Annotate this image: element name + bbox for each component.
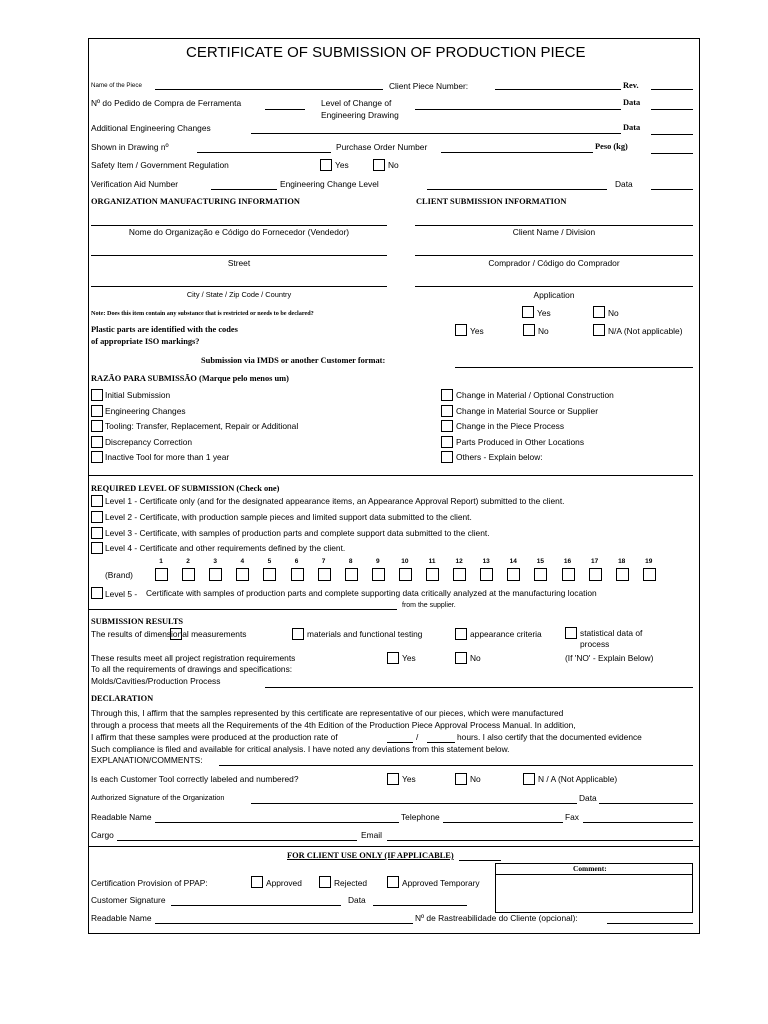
safety-item-label: Safety Item / Government Regulation: [91, 160, 229, 170]
safety-no-label: No: [388, 160, 399, 170]
brand-checkbox-5[interactable]: [263, 568, 276, 581]
plastic-label-1: Plastic parts are identified with the codes: [91, 325, 238, 334]
level-4-checkbox[interactable]: [91, 542, 103, 554]
org-street-label: Street: [227, 258, 251, 268]
tool-na-checkbox[interactable]: [523, 773, 535, 785]
reason-source-checkbox[interactable]: [441, 405, 453, 417]
brand-checkbox-19[interactable]: [643, 568, 656, 581]
customer-data-field[interactable]: [373, 905, 467, 906]
data-field-1[interactable]: [651, 109, 693, 110]
brand-number-5: 5: [267, 558, 272, 565]
name-of-piece-field[interactable]: [155, 89, 383, 90]
results-no-checkbox[interactable]: [455, 652, 467, 664]
client-name-field[interactable]: [415, 225, 693, 226]
client-piece-number-label: Client Piece Number:: [389, 81, 469, 91]
level-5-checkbox[interactable]: [91, 587, 103, 599]
telephone-field[interactable]: [443, 822, 563, 823]
cargo-label: Cargo: [91, 830, 114, 840]
brand-number-13: 13: [482, 558, 490, 565]
brand-checkbox-10[interactable]: [399, 568, 412, 581]
reason-process-checkbox[interactable]: [441, 420, 453, 432]
brand-checkbox-6[interactable]: [291, 568, 304, 581]
declaration-line-3b: hours. I also certify that the documented evidence: [457, 732, 642, 742]
tool-no-checkbox[interactable]: [455, 773, 467, 785]
client-buyer-field[interactable]: [415, 255, 693, 256]
production-hours-field[interactable]: [427, 742, 455, 743]
client-use-divider: [89, 846, 699, 847]
level-2-label: Level 2 - Certificate, with production sample pieces and limited support data submitted to the client.: [105, 512, 472, 522]
ppap-certificate-form: [88, 38, 700, 934]
reason-process-label: Change in the Piece Process: [456, 421, 565, 431]
level-heading: REQUIRED LEVEL OF SUBMISSION (Check one): [91, 484, 280, 493]
org-readable-label: Readable Name: [91, 812, 152, 822]
data-label-2: Data: [623, 123, 641, 132]
tool-yes-checkbox[interactable]: [387, 773, 399, 785]
level-1-checkbox[interactable]: [91, 495, 103, 507]
form-title: CERTIFICATE OF SUBMISSION OF PRODUCTION PIECE: [186, 44, 586, 61]
reason-explain-field[interactable]: [89, 475, 693, 476]
reason-eng-changes-label: Engineering Changes: [105, 406, 186, 416]
level-3-label: Level 3 - Certificate, with samples of production parts and complete support data submitted to the client.: [105, 528, 490, 538]
plastic-na-label: N/A (Not applicable): [608, 326, 683, 336]
brand-number-9: 9: [375, 558, 380, 565]
reason-locations-label: Parts Produced in Other Locations: [456, 437, 585, 447]
results-materials-checkbox[interactable]: [292, 628, 304, 640]
client-name-label: Client Name / Division: [512, 227, 596, 237]
traceability-label: Nº de Rastreabilidade do Cliente (opcional):: [415, 913, 578, 923]
declaration-line-3a: I affirm that these samples were produced at the production rate of: [91, 732, 338, 742]
plastic-no-label: No: [538, 326, 549, 336]
brand-checkbox-1[interactable]: [155, 568, 168, 581]
name-of-piece-label: Name of the Piece: [91, 82, 142, 89]
declaration-line-4: Such compliance is filed and available for critical analysis. I have noted any deviations from this statement below.: [91, 744, 510, 754]
level-change-label-2: Engineering Drawing: [321, 110, 399, 120]
explanation-field[interactable]: [219, 765, 693, 766]
declaration-heading: DECLARATION: [91, 694, 154, 703]
imds-label: Submission via IMDS or another Customer format:: [201, 356, 386, 365]
reason-inactive-checkbox[interactable]: [91, 451, 103, 463]
eng-change-level-field[interactable]: [427, 189, 607, 190]
org-city-label: City / State / Zip Code / Country: [186, 290, 292, 299]
substance-yes-label: Yes: [537, 308, 551, 318]
level-1-label: Level 1 - Certificate only (and for the designated appearance items, an Appearance Approval Report) submitted to the client.: [105, 496, 565, 506]
telephone-label: Telephone: [401, 812, 440, 822]
brand-checkbox-14[interactable]: [507, 568, 520, 581]
brand-number-10: 10: [401, 558, 409, 565]
level-2-checkbox[interactable]: [91, 511, 103, 523]
brand-checkbox-13[interactable]: [480, 568, 493, 581]
brand-number-18: 18: [618, 558, 626, 565]
verification-aid-field[interactable]: [211, 189, 277, 190]
org-name-field[interactable]: [91, 225, 387, 226]
customer-signature-label: Customer Signature: [91, 895, 166, 905]
brand-checkbox-2[interactable]: [182, 568, 195, 581]
results-statistical-label-2: process: [580, 639, 610, 649]
results-yes-checkbox[interactable]: [387, 652, 399, 664]
reason-discrepancy-label: Discrepancy Correction: [105, 437, 193, 447]
brand-checkbox-17[interactable]: [589, 568, 602, 581]
brand-checkbox-7[interactable]: [318, 568, 331, 581]
results-explain-label: (If 'NO' - Explain Below): [565, 653, 654, 663]
reason-initial-label: Initial Submission: [105, 390, 171, 400]
reason-material-label: Change in Material / Optional Construction: [456, 390, 614, 400]
customer-data-label: Data: [348, 895, 366, 905]
customer-readable-field[interactable]: [155, 923, 413, 924]
results-statistical-label-1: statistical data of: [580, 628, 643, 638]
level-5-label: Level 5 -: [105, 589, 138, 599]
reason-tooling-checkbox[interactable]: [91, 420, 103, 432]
results-yes-label: Yes: [402, 653, 416, 663]
level-change-label-1: Level of Change of: [321, 98, 392, 108]
traceability-field[interactable]: [607, 923, 693, 924]
org-signature-data-field[interactable]: [599, 803, 693, 804]
client-use-heading-rule: [459, 860, 501, 861]
shown-in-drawing-field[interactable]: [197, 152, 331, 153]
comment-label: Comment:: [573, 864, 607, 873]
level-5-field[interactable]: [89, 609, 397, 610]
org-name-label: Nome do Organização e Código do Fornecedor (Vendedor): [128, 227, 350, 237]
plastic-na-checkbox[interactable]: [593, 324, 605, 336]
reason-eng-changes-checkbox[interactable]: [91, 405, 103, 417]
results-heading: SUBMISSION RESULTS: [91, 617, 184, 626]
tool-po-label: Nº do Pedido de Compra de Ferramenta: [91, 98, 242, 108]
brand-checkbox-3[interactable]: [209, 568, 222, 581]
brand-number-17: 17: [590, 558, 599, 565]
brand-checkbox-4[interactable]: [236, 568, 249, 581]
org-heading: ORGANIZATION MANUFACTURING INFORMATION: [91, 197, 300, 206]
plastic-label-2: of appropriate ISO markings?: [91, 337, 200, 346]
molds-field[interactable]: [265, 687, 693, 688]
level-4-label: Level 4 - Certificate and other requirements defined by the client.: [105, 543, 346, 553]
safety-yes-checkbox[interactable]: [320, 159, 332, 171]
email-field[interactable]: [387, 840, 693, 841]
tool-po-field[interactable]: [265, 109, 305, 110]
client-application-label: Application: [533, 290, 575, 300]
substance-no-checkbox[interactable]: [593, 306, 605, 318]
client-use-heading: FOR CLIENT USE ONLY (IF APPLICABLE): [287, 851, 454, 860]
brand-number-19: 19: [645, 558, 653, 565]
customer-signature-field[interactable]: [171, 905, 341, 906]
tool-yes-label: Yes: [402, 774, 416, 784]
results-meet-label-1: These results meet all project registration requirements: [91, 653, 296, 663]
plastic-yes-checkbox[interactable]: [455, 324, 467, 336]
comment-header-rule: [496, 874, 692, 875]
shown-in-drawing-label: Shown in Drawing nº: [91, 142, 169, 152]
rejected-label: Rejected: [334, 878, 368, 888]
tool-labeled-label: Is each Customer Tool correctly labeled and numbered?: [91, 774, 299, 784]
cargo-field[interactable]: [117, 840, 357, 841]
data-label-1: Data: [623, 98, 641, 107]
results-no-label: No: [470, 653, 481, 663]
declaration-slash: /: [416, 732, 419, 742]
brand-number-11: 11: [428, 558, 436, 565]
approved-temporary-checkbox[interactable]: [387, 876, 399, 888]
client-heading: CLIENT SUBMISSION INFORMATION: [416, 197, 567, 206]
brand-number-14: 14: [509, 558, 517, 565]
brand-number-8: 8: [348, 558, 353, 565]
results-appearance-label: appearance criteria: [470, 629, 542, 639]
tool-no-label: No: [470, 774, 481, 784]
brand-number-6: 6: [294, 558, 299, 565]
results-dimensional-label: The results of dimensional measurements: [91, 629, 247, 639]
reason-tooling-label: Tooling: Transfer, Replacement, Repair or Additional: [105, 421, 299, 431]
purchase-order-label: Purchase Order Number: [336, 142, 428, 152]
brand-number-7: 7: [321, 558, 326, 565]
reason-source-label: Change in Material Source or Supplier: [456, 406, 598, 416]
safety-no-checkbox[interactable]: [373, 159, 385, 171]
client-application-field[interactable]: [415, 286, 693, 287]
additional-changes-label: Additional Engineering Changes: [91, 123, 211, 133]
brand-label: (Brand): [105, 570, 133, 580]
substance-note: Note: Does this item contain any substance that is restricted or needs to be declared?: [91, 310, 314, 317]
rev-field[interactable]: [651, 89, 693, 90]
org-readable-field[interactable]: [155, 822, 399, 823]
peso-label: Peso (kg): [595, 142, 628, 151]
explanation-label: EXPLANATION/COMMENTS:: [91, 755, 203, 765]
org-signature-data-label: Data: [579, 793, 597, 803]
fax-label: Fax: [565, 812, 579, 822]
org-signature-field[interactable]: [251, 803, 577, 804]
brand-number-12: 12: [455, 558, 463, 565]
results-statistical-checkbox[interactable]: [565, 627, 577, 639]
imds-field[interactable]: [455, 367, 693, 368]
level-5-supplier: from the supplier.: [402, 602, 456, 609]
safety-yes-label: Yes: [335, 160, 349, 170]
results-dimensional-checkbox[interactable]: [170, 628, 182, 640]
peso-field[interactable]: [651, 153, 693, 154]
level-change-field[interactable]: [415, 109, 621, 110]
brand-checkbox-18[interactable]: [616, 568, 629, 581]
approved-temporary-label: Approved Temporary: [402, 878, 480, 888]
brand-checkbox-16[interactable]: [562, 568, 575, 581]
brand-checkbox-15[interactable]: [534, 568, 547, 581]
brand-checkbox-9[interactable]: [372, 568, 385, 581]
brand-checkbox-8[interactable]: [345, 568, 358, 581]
client-buyer-label: Comprador / Código do Comprador: [488, 258, 620, 268]
approved-checkbox[interactable]: [251, 876, 263, 888]
customer-readable-label: Readable Name: [91, 913, 152, 923]
plastic-yes-label: Yes: [470, 326, 484, 336]
reason-discrepancy-checkbox[interactable]: [91, 436, 103, 448]
brand-number-2: 2: [186, 558, 190, 565]
reason-others-checkbox[interactable]: [441, 451, 453, 463]
reason-inactive-label: Inactive Tool for more than 1 year: [105, 452, 230, 462]
reason-initial-checkbox[interactable]: [91, 389, 103, 401]
declaration-line-1: Through this, I affirm that the samples represented by this certificate are representative of our pieces, which were manufactured: [91, 708, 564, 718]
data-label-3: Data: [615, 179, 633, 189]
verification-aid-label: Verification Aid Number: [91, 179, 179, 189]
declaration-line-2: through a process that meets all the Requirements of the 4th Edition of the Production Piece Approval Process Manual. In addition,: [91, 720, 576, 730]
level-3-checkbox[interactable]: [91, 527, 103, 539]
substance-no-label: No: [608, 308, 619, 318]
rev-label: Rev.: [623, 81, 639, 90]
purchase-order-field[interactable]: [441, 152, 593, 153]
rejected-checkbox[interactable]: [319, 876, 331, 888]
reason-locations-checkbox[interactable]: [441, 436, 453, 448]
molds-label: Molds/Cavities/Production Process: [91, 676, 221, 686]
client-piece-number-field[interactable]: [495, 89, 621, 90]
brand-number-16: 16: [563, 558, 572, 565]
tool-na-label: N / A (Not Applicable): [538, 774, 618, 784]
substance-yes-checkbox[interactable]: [522, 306, 534, 318]
data-field-2[interactable]: [651, 134, 693, 135]
reason-material-checkbox[interactable]: [441, 389, 453, 401]
results-meet-label-2: To all the requirements of drawings and specifications:: [91, 664, 293, 674]
fax-field[interactable]: [583, 822, 693, 823]
results-materials-label: materials and functional testing: [307, 629, 423, 639]
plastic-no-checkbox[interactable]: [523, 324, 535, 336]
approved-label: Approved: [266, 878, 302, 888]
brand-number-1: 1: [159, 558, 163, 565]
eng-change-level-label: Engineering Change Level: [280, 179, 379, 189]
level-5-description: Certificate with samples of production parts and complete supporting data critically analyzed at the manufacturing location: [146, 588, 597, 598]
org-street-field[interactable]: [91, 255, 387, 256]
reason-others-label: Others - Explain below:: [456, 452, 543, 462]
org-city-field[interactable]: [91, 286, 387, 287]
brand-checkbox-12[interactable]: [453, 568, 466, 581]
results-appearance-checkbox[interactable]: [455, 628, 467, 640]
reason-heading: RAZÃO PARA SUBMISSÃO (Marque pelo menos um): [91, 374, 289, 383]
brand-checkbox-11[interactable]: [426, 568, 439, 581]
org-signature-label: Authorized Signature of the Organization: [91, 793, 225, 802]
additional-changes-field[interactable]: [251, 133, 621, 134]
certification-label: Certification Provision of PPAP:: [91, 878, 208, 888]
brand-number-3: 3: [213, 558, 217, 565]
brand-number-4: 4: [240, 558, 245, 565]
data-field-3[interactable]: [651, 189, 693, 190]
brand-number-15: 15: [536, 558, 544, 565]
production-rate-field[interactable]: [387, 742, 413, 743]
email-label: Email: [361, 830, 382, 840]
